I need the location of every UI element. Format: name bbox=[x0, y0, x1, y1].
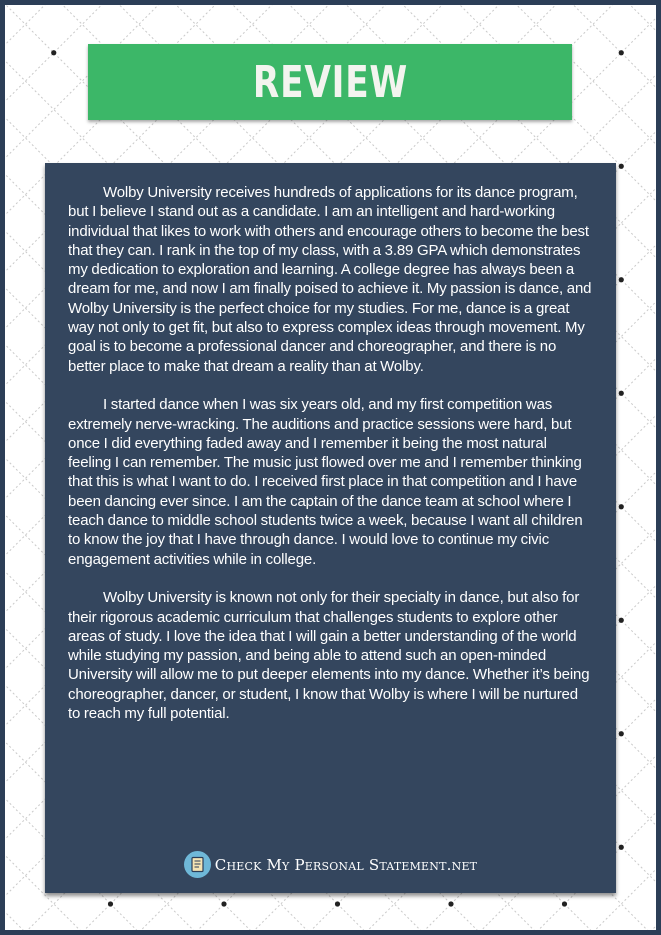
essay-paragraph-2: I started dance when I was six years old, and my first competition was extremely nerve-wracking. The auditions and practice sessions were hard, but once I did everything faded away and I remember it being the most natural feeling I can remember. The music just flowed over me and I remember thinking that this is what I want to do. I received first place in that competition and I have been dancing ever since. I am the captain of the dance team at school where I teach dance to middle school students twice a week, because I want all children to know the joy that I have through dance. I would love to continue my civic engagement activities while in college. bbox=[68, 396, 583, 568]
essay-body bbox=[68, 183, 593, 743]
footer-brand-text: Check My Personal Statement.net bbox=[214, 855, 478, 874]
essay-paragraph-3: Wolby University is known not only for their specialty in dance, but also for their rigorous academic curriculum that challenges students to explore other areas of study. I love the idea that I will gain a better understanding of the world while studying my passion, and being able to attend such an open-minded University will allow me to put deeper elements into my dance. Whether it’s being choreographer, dancer, or student, I know that Wolby is where I will be nurtured to reach my full potential. bbox=[68, 589, 590, 723]
title-banner bbox=[88, 44, 572, 120]
essay-panel bbox=[45, 163, 616, 893]
document-icon bbox=[184, 851, 211, 878]
essay-paragraph-1: Wolby University receives hundreds of applications for its dance program, but I believe I stand out as a candidate. I am an intelligent and hard-working individual that likes to work with others and encourage others to become the best that they can. I rank in the top of my class, with a 3.89 GPA which demonstrates my dedication to exploration and learning. A college degree has always been a dream for me, and now I am finally poised to achieve it. My passion is dance, and Wolby University is the perfect choice for my studies. For me, dance is a great way not only to get fit, but also to express complex ideas through movement. My goal is to become a professional dancer and choreographer, and there is no better place to make that dream a reality than at Wolby. bbox=[68, 184, 592, 375]
footer-brand bbox=[45, 851, 616, 878]
page-title: REVIEW bbox=[252, 56, 408, 108]
